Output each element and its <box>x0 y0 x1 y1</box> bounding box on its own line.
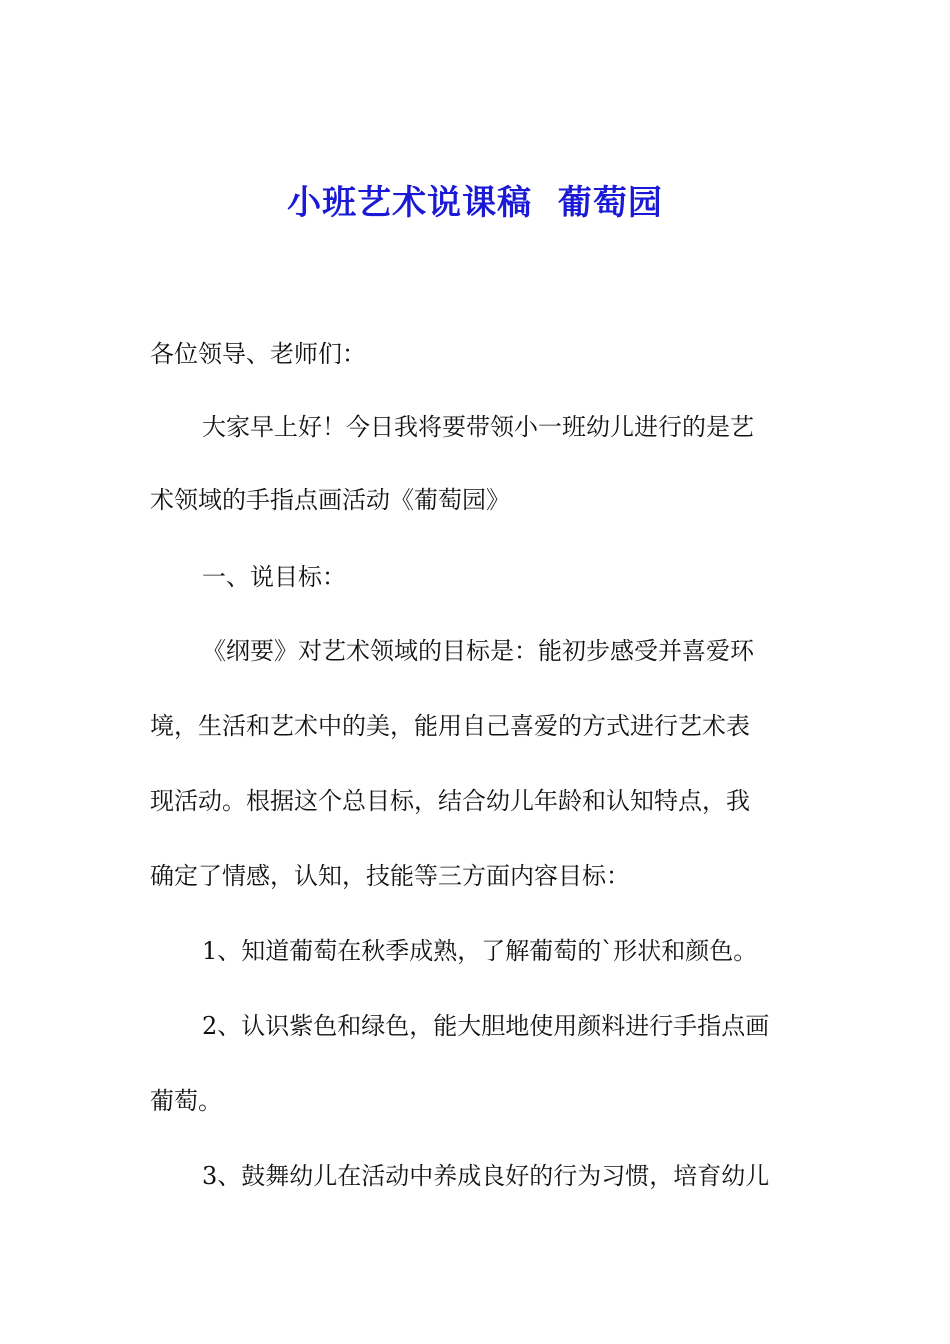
paragraph-goals-line-2: 境，生活和艺术中的美，能用自己喜爱的方式进行艺术表 <box>150 712 750 740</box>
paragraph-intro-line-1: 大家早上好！今日我将要带领小一班幼儿进行的是艺 <box>202 413 754 441</box>
paragraph-intro-line-2: 术领域的手指点画活动《葡萄园》 <box>150 486 510 514</box>
goal-item-3-line-1: 3、鼓舞幼儿在活动中养成良好的行为习惯，培育幼儿 <box>202 1162 770 1190</box>
goal-item-2-line-1: 2、认识紫色和绿色，能大胆地使用颜料进行手指点画 <box>202 1012 770 1040</box>
goal-item-2-line-2: 葡萄。 <box>150 1087 222 1115</box>
paragraph-goals-line-4: 确定了情感，认知，技能等三方面内容目标： <box>150 862 630 890</box>
paragraph-goals-line-1: 《纲要》对艺术领域的目标是：能初步感受并喜爱环 <box>202 637 754 665</box>
salutation-line: 各位领导、老师们： <box>150 340 366 368</box>
goal-item-1: 1、知道葡萄在秋季成熟，了解葡萄的`形状和颜色。 <box>202 937 758 965</box>
document-title: 小班艺术说课稿 葡萄园 <box>287 183 663 223</box>
section-heading-goals: 一、说目标： <box>202 563 346 591</box>
paragraph-goals-line-3: 现活动。根据这个总目标，结合幼儿年龄和认知特点，我 <box>150 787 750 815</box>
